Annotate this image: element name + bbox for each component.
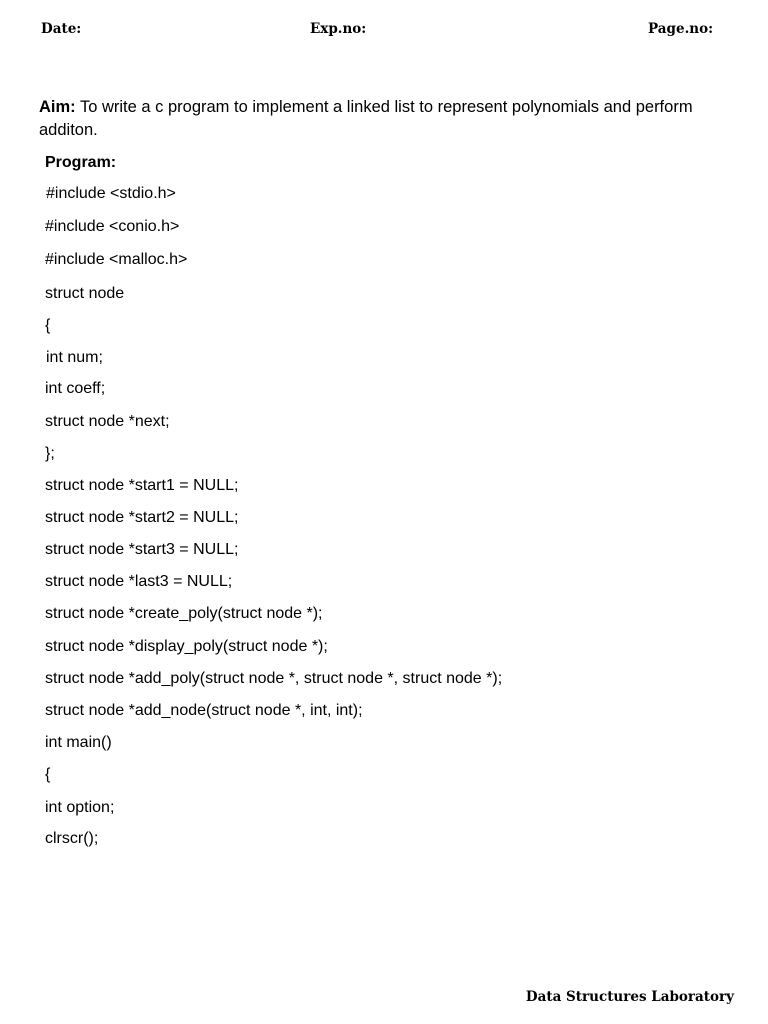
aim-text: To write a c program to implement a linked list to represent polynomials and perform additon. (39, 98, 693, 139)
code-line: int option; (45, 799, 115, 816)
code-line: { (45, 317, 51, 334)
code-line: struct node (45, 285, 125, 302)
code-line: int num; (46, 349, 103, 366)
code-line: struct node *start1 = NULL; (45, 477, 239, 494)
aim-label: Aim: (39, 98, 76, 116)
code-line: { (45, 766, 51, 783)
code-line: struct node *add_node(struct node *, int, int); (45, 702, 363, 719)
code-line: #include <stdio.h> (46, 185, 176, 202)
page-no-label: Page.no: (648, 21, 714, 37)
code-line: int coeff; (45, 380, 106, 397)
code-line: struct node *display_poly(struct node *); (45, 638, 328, 655)
program-heading: Program: (45, 154, 117, 171)
code-line: struct node *next; (45, 413, 170, 430)
code-line: #include <malloc.h> (45, 251, 188, 268)
code-line: int main() (45, 734, 112, 751)
code-line: struct node *add_poly(struct node *, struct node *, struct node *); (45, 670, 503, 687)
code-line: clrscr(); (45, 830, 99, 847)
date-label: Date: (41, 21, 82, 37)
code-line: struct node *start3 = NULL; (45, 541, 239, 558)
code-line: }; (45, 445, 55, 462)
code-line: #include <conio.h> (45, 218, 180, 235)
code-line: struct node *start2 = NULL; (45, 509, 239, 526)
code-line: struct node *last3 = NULL; (45, 573, 233, 590)
footer-lab-title: Data Structures Laboratory (525, 989, 734, 1005)
exp-no-label: Exp.no: (310, 21, 367, 37)
aim-paragraph (39, 96, 739, 142)
code-line: struct node *create_poly(struct node *); (45, 605, 323, 622)
